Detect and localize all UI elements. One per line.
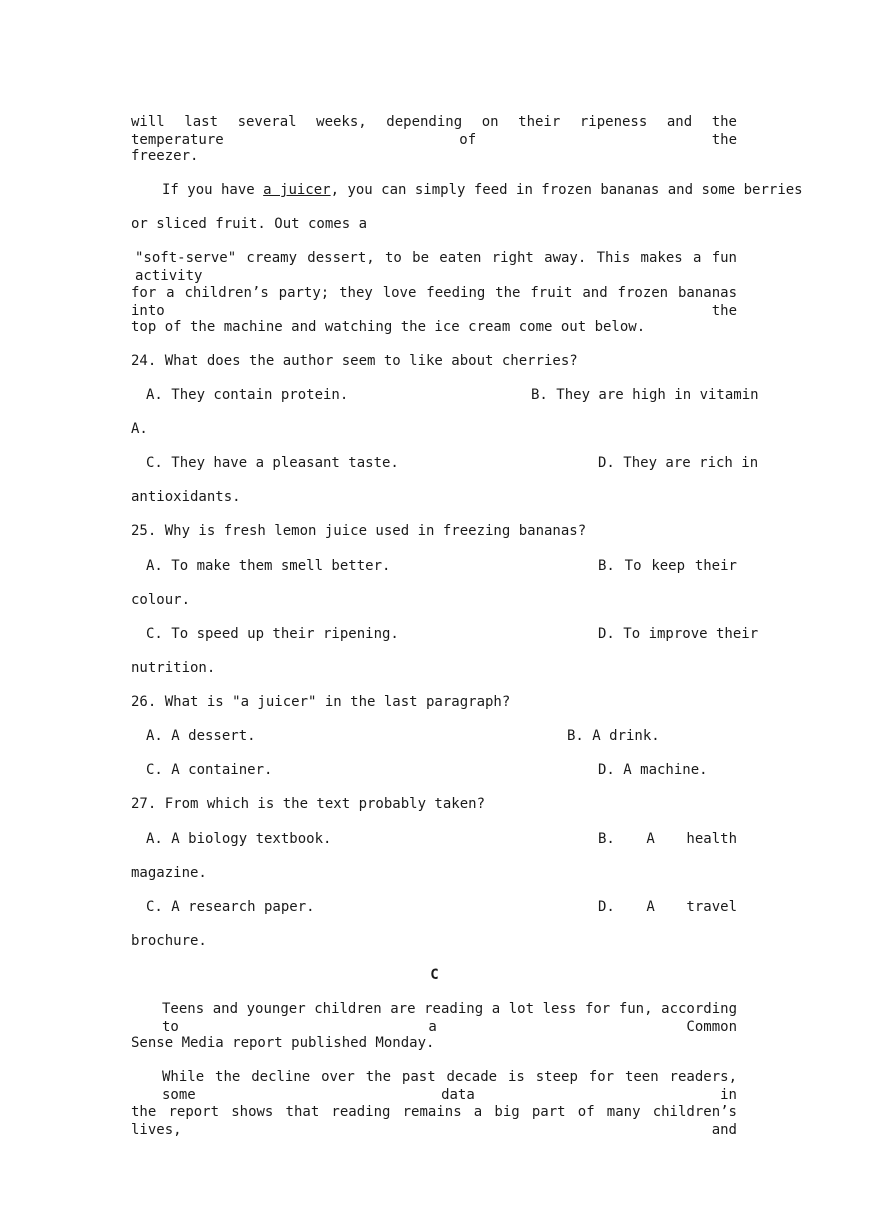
underlined-term: a juicer [263, 182, 331, 198]
option-c: C. A container. [146, 762, 273, 778]
paragraph-line: freezer. [131, 148, 199, 164]
paragraph-line: "soft-serve" creamy dessert, to be eaten right away. This makes a fun activity [135, 250, 737, 284]
option-b [598, 830, 737, 848]
section-heading: C [430, 967, 439, 983]
paragraph-line: or sliced fruit. Out comes a [131, 216, 368, 232]
paragraph-line [162, 181, 803, 199]
paragraph-line: for a children’s party; they love feeding the fruit and frozen bananas into the [131, 285, 737, 319]
paragraph-line: top of the machine and watching the ice cream come out below. [131, 319, 646, 335]
paragraph-line: will last several weeks, depending on their ripeness and the temperature of the [131, 114, 737, 148]
option-b: B. A drink. [567, 728, 660, 744]
option-a: A. A biology textbook. [146, 831, 332, 847]
option-b-continued: colour. [131, 592, 191, 608]
option-c: C. They have a pleasant taste. [146, 455, 399, 471]
text-fragment: If you have [162, 182, 264, 198]
option-a: A. To make them smell better. [146, 558, 391, 574]
option-d: D. To improve their [598, 626, 759, 642]
option-word: their [694, 558, 737, 574]
question-stem: 24. What does the author seem to like about cherries? [131, 353, 578, 369]
option-d [598, 898, 737, 916]
option-word: To [624, 558, 642, 574]
option-d-continued: nutrition. [131, 660, 216, 676]
option-b: B. They are high in vitamin [531, 387, 759, 403]
option-word: B. [598, 831, 615, 847]
option-word: keep [651, 558, 686, 574]
option-d: D. They are rich in [598, 455, 759, 471]
option-c: C. A research paper. [146, 899, 315, 915]
option-b [598, 557, 737, 575]
option-b-continued: magazine. [131, 865, 207, 881]
paragraph-line: Sense Media report published Monday. [131, 1035, 435, 1051]
paragraph-line: Teens and younger children are reading a lot less for fun, according to a Common [162, 1001, 737, 1035]
option-a: A. They contain protein. [146, 387, 349, 403]
option-d-continued: brochure. [131, 933, 207, 949]
option-word: A [646, 831, 655, 847]
question-stem: 25. Why is fresh lemon juice used in freezing bananas? [131, 523, 587, 539]
question-stem: 27. From which is the text probably taken? [131, 796, 486, 812]
option-d: D. A machine. [598, 762, 708, 778]
option-c: C. To speed up their ripening. [146, 626, 399, 642]
option-b-continued: A. [131, 421, 148, 437]
option-word: health [686, 831, 737, 847]
option-d-continued: antioxidants. [131, 489, 241, 505]
option-word: travel [686, 899, 737, 915]
question-stem: 26. What is "a juicer" in the last paragraph? [131, 694, 511, 710]
option-word: A [646, 899, 655, 915]
option-word: B. [598, 558, 615, 574]
paragraph-line: the report shows that reading remains a big part of many children’s lives, and [131, 1104, 737, 1138]
text-fragment: , you can simply feed in frozen bananas and some berries [330, 182, 803, 198]
option-word: D. [598, 899, 615, 915]
paragraph-line: While the decline over the past decade is steep for teen readers, some data in [162, 1069, 737, 1103]
option-a: A. A dessert. [146, 728, 256, 744]
